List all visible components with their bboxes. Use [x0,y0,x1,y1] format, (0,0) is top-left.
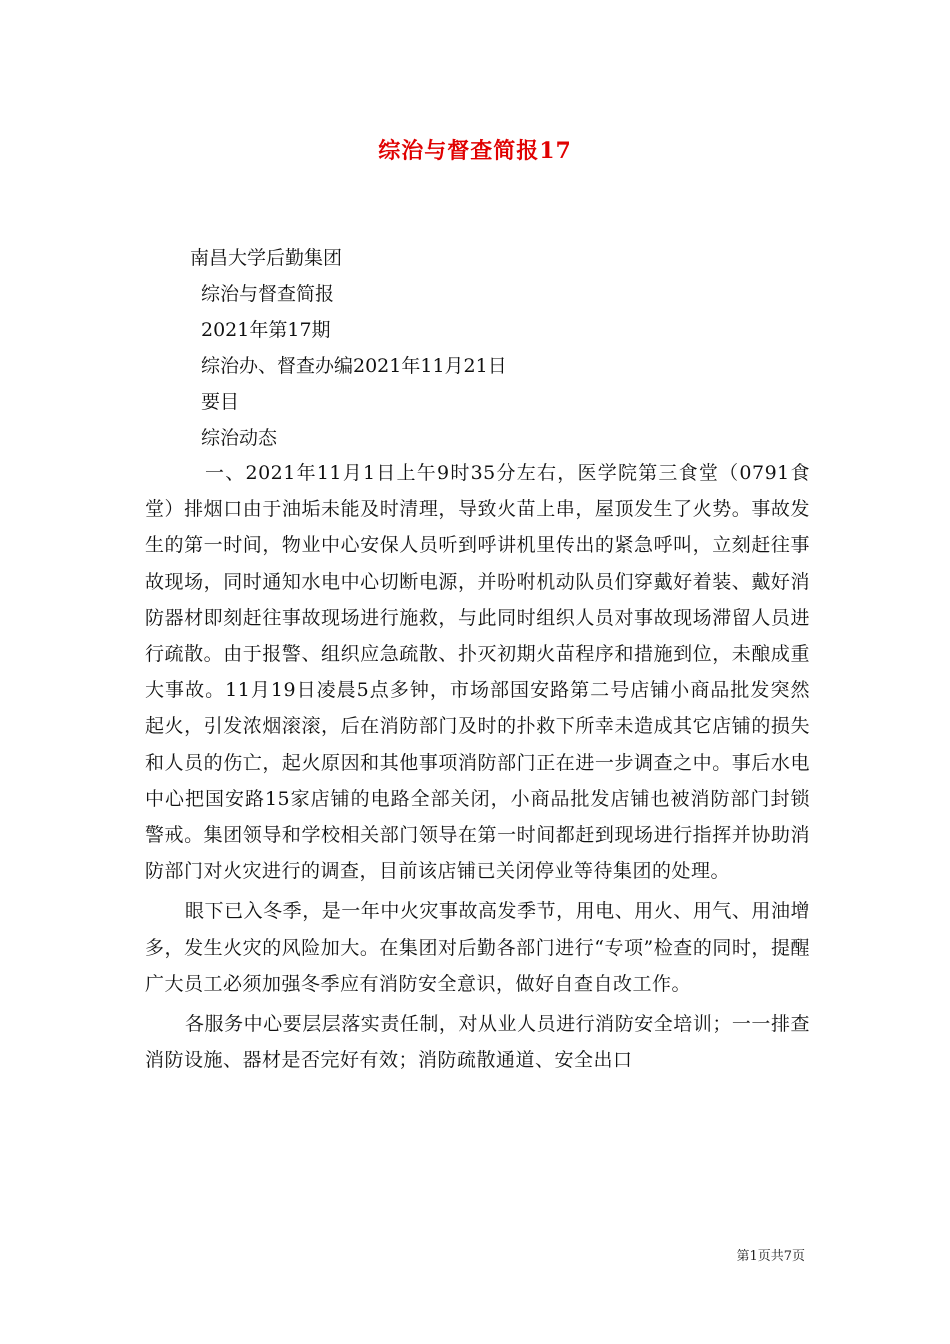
paragraph-incident-report: 一、2021年11月1日上午9时35分左右，医学院第三食堂（0791食堂）排烟口由于油垢未能及时清理，导致火苗上串，屋顶发生了火势。事故发生的第一时间，物业中心安保人员听到呼讲机里传出的紧急呼叫，立刻赶往事故现场，同时通知水电中心切断电源，并吩咐机动队员们穿戴好着装、戴好消防器材即刻赶往事故现场进行施救，与此同时组织人员对事故现场滞留人员进行疏散。由于报警、组织应急疏散、扑灭初期火苗程序和措施到位，未酿成重大事故。11月19日凌晨5点多钟，市场部国安路第二号店铺小商品批发突然起火，引发浓烟滚滚，后在消防部门及时的扑救下所幸未造成其它店铺的损失和人员的伤亡，起火原因和其他事项消防部门正在进一步调查之中。事后水电中心把国安路15家店铺的电路全部关闭，小商品批发店铺也被消防部门封锁警戒。集团领导和学校相关部门领导在第一时间都赶到现场进行指挥并协助消防部门对火灾进行的调查，目前该店铺已关闭停业等待集团的处理。 [145,462,810,883]
paragraph-responsibility: 各服务中心要层层落实责任制，对从业人员进行消防安全培训；一一排查消防设施、器材是否完好有效；消防疏散通道、安全出口 [145,1013,810,1072]
contents-heading: 要目 [201,391,240,413]
page-number-footer: 第1页共7页 [736,1249,805,1264]
editor-and-date: 综治办、督查办编2021年11月21日 [201,355,507,377]
document-body [145,455,810,1082]
document-title: 综治与督查简报17 [378,138,572,164]
section-heading: 综治动态 [201,427,278,449]
document-header [190,240,790,456]
paragraph-winter-reminder: 眼下已入冬季，是一年中火灾事故高发季节，用电、用火、用气、用油增多，发生火灾的风险加大。在集团对后勤各部门进行“专项”检查的同时，提醒广大员工必须加强冬季应有消防安全意识，做好自查自改工作。 [145,900,810,995]
organization-name: 南昌大学后勤集团 [190,247,343,269]
publication-name: 综治与督查简报 [201,283,335,305]
issue-number: 2021年第17期 [201,319,331,341]
